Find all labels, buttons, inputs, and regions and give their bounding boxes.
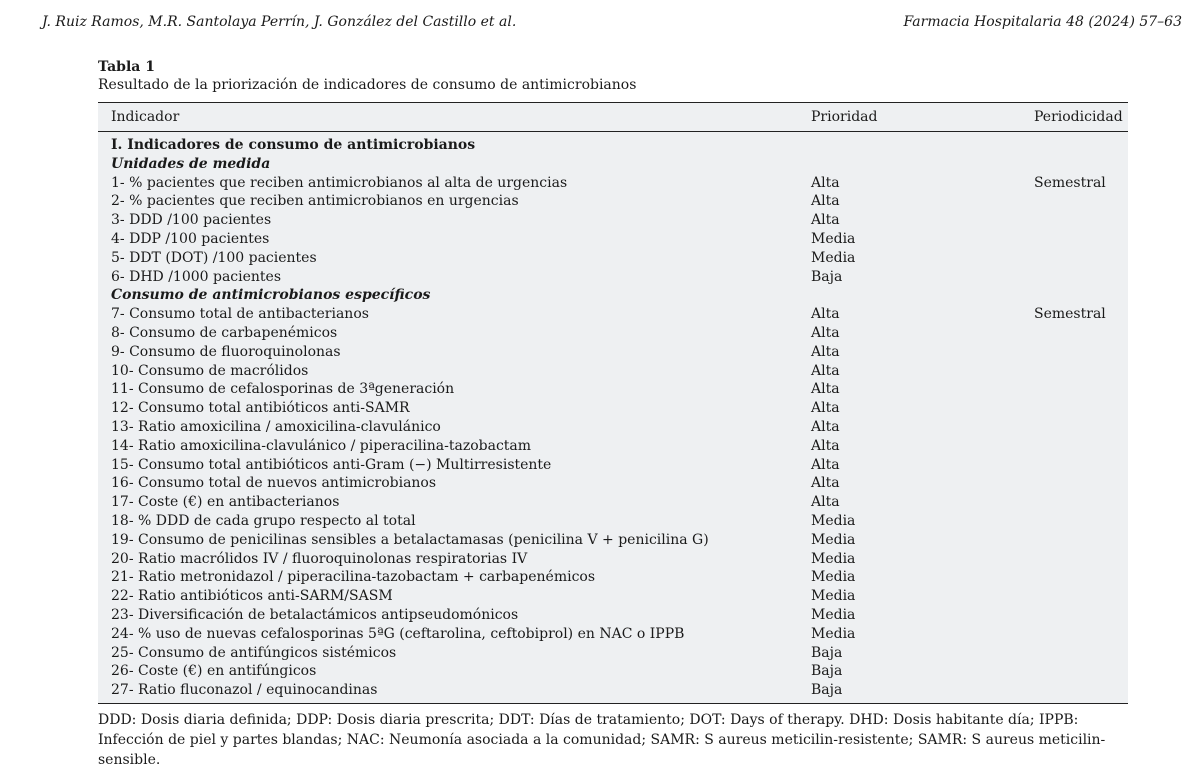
cell-prioridad: Media bbox=[811, 249, 856, 266]
running-head bbox=[42, 14, 1182, 36]
cell-prioridad: Alta bbox=[811, 193, 840, 210]
cell-indicador: 25- Consumo de antifúngicos sistémicos bbox=[111, 644, 397, 661]
table-row bbox=[98, 324, 1128, 343]
cell-indicador: 12- Consumo total antibióticos anti-SAMR bbox=[111, 400, 410, 417]
table-row bbox=[98, 211, 1128, 230]
table-header-row bbox=[98, 103, 1128, 132]
cell-indicador: 6- DHD /1000 pacientes bbox=[111, 268, 282, 285]
cell-prioridad: Alta bbox=[811, 494, 840, 511]
table-row bbox=[98, 493, 1128, 512]
table-row bbox=[98, 362, 1128, 381]
cell-prioridad: Media bbox=[811, 512, 856, 529]
cell-prioridad: Media bbox=[811, 531, 856, 548]
table-caption: Resultado de la priorización de indicadores de consumo de antimicrobianos bbox=[98, 77, 637, 93]
cell-indicador: 13- Ratio amoxicilina / amoxicilina-clavulánico bbox=[111, 418, 441, 435]
table-row bbox=[98, 249, 1128, 268]
table-footnote: DDD: Dosis diaria definida; DDP: Dosis diaria prescrita; DDT: Días de tratamiento; DOT: Days of therapy. DHD: Dosis habitante día; IPPB: Infección de piel y partes blandas; NAC: Neumonía asociada a la comunidad; SAMR: S aureus meticilin-resistente; SAMR: S aureus meticilin-sensible. bbox=[98, 712, 1106, 768]
table-row bbox=[98, 662, 1128, 681]
cell-indicador: 16- Consumo total de nuevos antimicrobianos bbox=[111, 475, 437, 492]
table-row bbox=[98, 681, 1128, 700]
cell-prioridad: Baja bbox=[811, 268, 843, 285]
cell-prioridad: Alta bbox=[811, 381, 840, 398]
cell-periodicidad: Semestral bbox=[1034, 174, 1106, 191]
cell-indicador: 10- Consumo de macrólidos bbox=[111, 362, 309, 379]
cell-prioridad: Alta bbox=[811, 475, 840, 492]
table-row bbox=[98, 174, 1128, 193]
cell-indicador: 8- Consumo de carbapenémicos bbox=[111, 324, 338, 341]
table-label: Tabla 1 bbox=[98, 59, 155, 75]
table-row bbox=[98, 230, 1128, 249]
cell-indicador: Unidades de medida bbox=[111, 155, 271, 172]
cell-prioridad: Baja bbox=[811, 682, 843, 699]
table-block bbox=[98, 58, 1128, 704]
table-row bbox=[98, 644, 1128, 663]
cell-indicador: 14- Ratio amoxicilina-clavulánico / piperacilina-tazobactam bbox=[111, 437, 532, 454]
table-row bbox=[98, 437, 1128, 456]
cell-prioridad: Alta bbox=[811, 174, 840, 191]
table-row bbox=[98, 305, 1128, 324]
cell-indicador: 5- DDT (DOT) /100 pacientes bbox=[111, 249, 317, 266]
table-row bbox=[98, 512, 1128, 531]
cell-prioridad: Alta bbox=[811, 343, 840, 360]
table-subsection-heading bbox=[98, 286, 1128, 305]
cell-indicador: 20- Ratio macrólidos IV / fluoroquinolonas respiratorias IV bbox=[111, 550, 528, 567]
cell-prioridad: Alta bbox=[811, 418, 840, 435]
cell-indicador: 23- Diversificación de betalactámicos antipseudomónicos bbox=[111, 606, 519, 623]
table-subsection-heading bbox=[98, 155, 1128, 174]
cell-prioridad: Media bbox=[811, 625, 856, 642]
cell-prioridad: Alta bbox=[811, 306, 840, 323]
cell-prioridad: Media bbox=[811, 606, 856, 623]
cell-prioridad: Alta bbox=[811, 456, 840, 473]
table-row bbox=[98, 474, 1128, 493]
cell-indicador: 9- Consumo de fluoroquinolonas bbox=[111, 343, 341, 360]
table-row bbox=[98, 399, 1128, 418]
cell-indicador: 21- Ratio metronidazol / piperacilina-tazobactam + carbapenémicos bbox=[111, 569, 596, 586]
table-row bbox=[98, 192, 1128, 211]
table-row bbox=[98, 606, 1128, 625]
cell-indicador: 3- DDD /100 pacientes bbox=[111, 212, 272, 229]
table-row bbox=[98, 531, 1128, 550]
column-header-periodicidad: Periodicidad bbox=[1034, 109, 1123, 125]
cell-indicador: Consumo de antimicrobianos específicos bbox=[111, 287, 431, 304]
cell-prioridad: Media bbox=[811, 569, 856, 586]
cell-indicador: 17- Coste (€) en antibacterianos bbox=[111, 494, 340, 511]
cell-prioridad: Media bbox=[811, 230, 856, 247]
cell-indicador: 4- DDP /100 pacientes bbox=[111, 230, 270, 247]
table-row bbox=[98, 268, 1128, 287]
table-row bbox=[98, 550, 1128, 569]
running-head-authors: J. Ruiz Ramos, M.R. Santolaya Perrín, J. González del Castillo et al. bbox=[42, 14, 517, 30]
cell-indicador: 22- Ratio antibióticos anti-SARM/SASM bbox=[111, 588, 393, 605]
table-section-heading bbox=[98, 136, 1128, 155]
running-head-journal: Farmacia Hospitalaria 48 (2024) 57–63 bbox=[903, 14, 1182, 30]
cell-prioridad: Alta bbox=[811, 324, 840, 341]
cell-prioridad: Alta bbox=[811, 212, 840, 229]
cell-prioridad: Alta bbox=[811, 400, 840, 417]
table-row bbox=[98, 568, 1128, 587]
table-row bbox=[98, 625, 1128, 644]
cell-indicador: 19- Consumo de penicilinas sensibles a betalactamasas (penicilina V + penicilina G) bbox=[111, 531, 709, 548]
cell-indicador: 24- % uso de nuevas cefalosporinas 5ªG (ceftarolina, ceftobiprol) en NAC o IPPB bbox=[111, 625, 685, 642]
cell-indicador: I. Indicadores de consumo de antimicrobianos bbox=[111, 137, 476, 153]
table-row bbox=[98, 456, 1128, 475]
cell-indicador: 2- % pacientes que reciben antimicrobianos en urgencias bbox=[111, 193, 519, 210]
cell-prioridad: Baja bbox=[811, 644, 843, 661]
cell-indicador: 27- Ratio fluconazol / equinocandinas bbox=[111, 682, 378, 699]
cell-indicador: 18- % DDD de cada grupo respecto al total bbox=[111, 512, 416, 529]
data-table bbox=[98, 102, 1128, 704]
cell-indicador: 1- % pacientes que reciben antimicrobianos al alta de urgencias bbox=[111, 174, 568, 191]
table-row bbox=[98, 343, 1128, 362]
column-header-prioridad: Prioridad bbox=[811, 109, 878, 125]
table-row bbox=[98, 380, 1128, 399]
cell-indicador: 15- Consumo total antibióticos anti-Gram (−) Multirresistente bbox=[111, 456, 552, 473]
cell-prioridad: Media bbox=[811, 588, 856, 605]
cell-indicador: 11- Consumo de cefalosporinas de 3ªgeneración bbox=[111, 381, 455, 398]
cell-prioridad: Alta bbox=[811, 437, 840, 454]
table-body bbox=[98, 132, 1128, 703]
column-header-indicador: Indicador bbox=[111, 109, 180, 125]
cell-prioridad: Baja bbox=[811, 663, 843, 680]
table-row bbox=[98, 587, 1128, 606]
cell-prioridad: Media bbox=[811, 550, 856, 567]
cell-indicador: 26- Coste (€) en antifúngicos bbox=[111, 663, 317, 680]
cell-prioridad: Alta bbox=[811, 362, 840, 379]
cell-indicador: 7- Consumo total de antibacterianos bbox=[111, 306, 369, 323]
cell-periodicidad: Semestral bbox=[1034, 306, 1106, 323]
table-row bbox=[98, 418, 1128, 437]
